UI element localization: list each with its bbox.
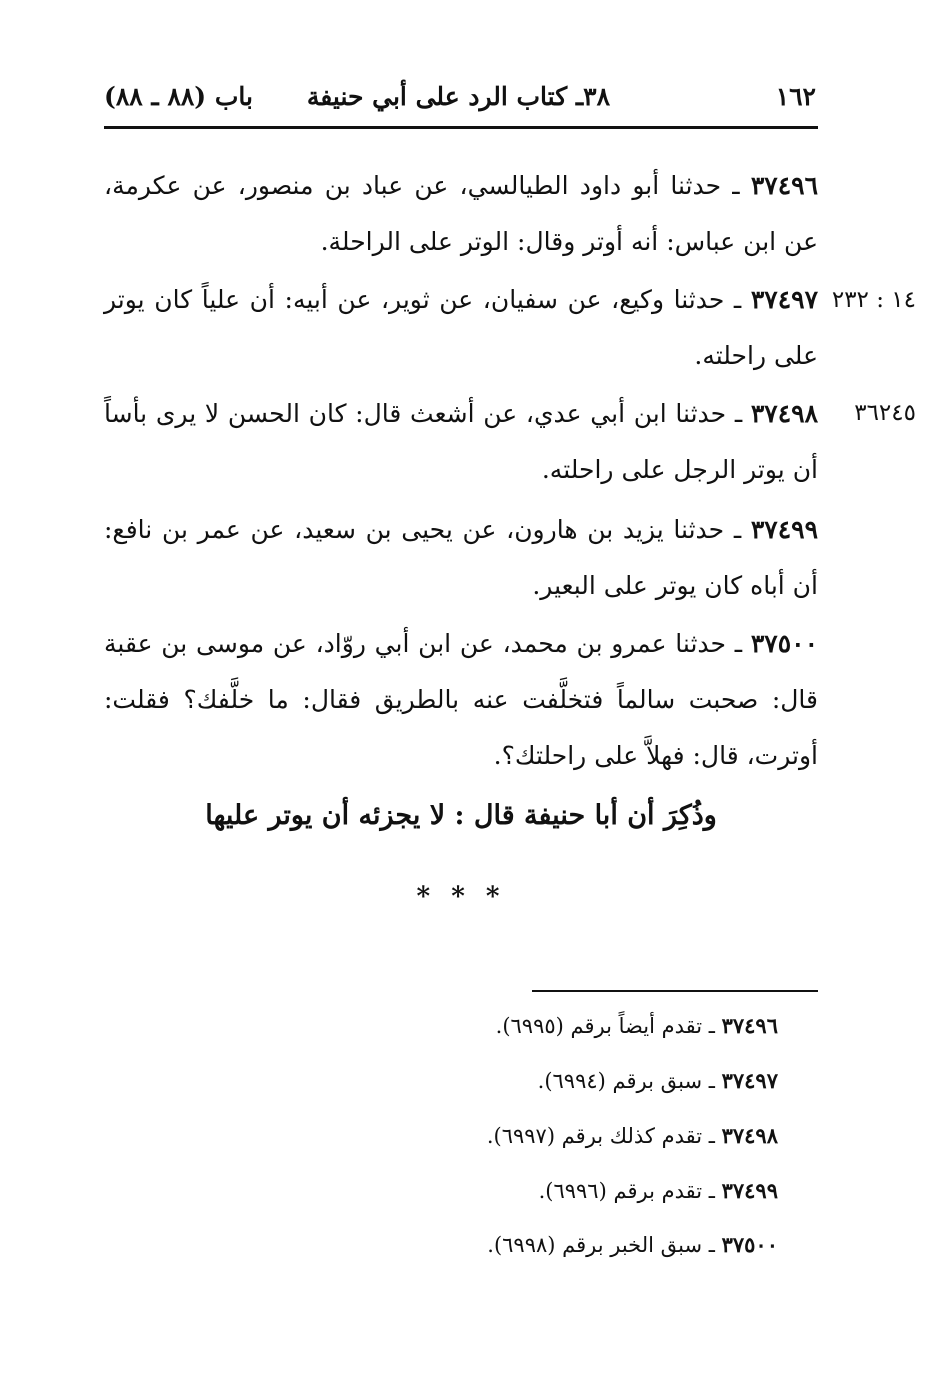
hadith-entry: [104, 158, 818, 270]
page-number: ١٦٢: [775, 82, 816, 111]
section-separator: * * *: [416, 882, 506, 912]
footnote-text: ـ سبق الخبر برقم (٦٩٩٨).: [487, 1233, 722, 1257]
footnote: [300, 1232, 778, 1257]
hadith-number: ٣٧٤٩٨: [750, 399, 818, 428]
footnote-text: ـ تقدم برقم (٦٩٩٦).: [538, 1179, 722, 1203]
hadith-number: ٣٧٤٩٩: [750, 515, 818, 544]
hadith-number: ٣٧٤٩٧: [750, 285, 818, 314]
footnote-number: ٣٧٤٩٦: [721, 1013, 778, 1038]
footnote-number: ٣٧٤٩٨: [721, 1123, 778, 1148]
hadith-entry: [104, 616, 818, 784]
footnote: [300, 1123, 778, 1148]
hadith-text: ـ حدثنا يزيد بن هارون، عن يحيى بن سعيد، عن عمر بن نافع: أن أباه كان يوتر على البعير.: [104, 515, 818, 600]
footnote-text: ـ سبق برقم (٦٩٩٤).: [537, 1069, 722, 1093]
hadith-entry: [104, 502, 818, 614]
header-rule: [104, 126, 818, 129]
footnote-text: ـ تقدم أيضاً برقم (٦٩٩٥).: [495, 1014, 722, 1038]
margin-reference: ١٤ : ٢٣٢: [831, 287, 916, 313]
footnote-text: ـ تقدم كذلك برقم (٦٩٩٧).: [486, 1124, 722, 1148]
hadith-number: ٣٧٤٩٦: [750, 171, 818, 200]
footnote-rule: [532, 990, 818, 992]
footnote: [300, 1013, 778, 1038]
hadith-number: ٣٧٥٠٠: [750, 629, 818, 658]
footnote: [300, 1178, 778, 1203]
margin-reference: ٣٦٢٤٥: [854, 400, 916, 426]
hadith-entry: [104, 386, 818, 498]
hadith-text: ـ حدثنا عمرو بن محمد، عن ابن أبي روّاد، عن موسى بن عقبة قال: صحبت سالماً فتخلَّفت عنه بالطريق فقال: ما خلَّفك؟ فقلت: أوترت، قال: فهلاَّ على راحلتك؟.: [104, 629, 818, 770]
hadith-entry: [104, 272, 818, 384]
hadith-text: ـ حدثنا أبو داود الطيالسي، عن عباد بن منصور، عن عكرمة، عن ابن عباس: أنه أوتر وقال: الوتر على الراحلة.: [104, 171, 818, 256]
closing-statement: وذُكِرَ أن أبا حنيفة قال : لا يجزئه أن يوتر عليها: [205, 800, 717, 831]
footnote: [300, 1068, 778, 1093]
book-title: ٣٨ـ كتاب الرد على أبي حنيفة: [306, 82, 610, 111]
footnote-number: ٣٧٤٩٧: [721, 1068, 778, 1093]
page-header: [104, 82, 818, 120]
hadith-text: ـ حدثنا وكيع، عن سفيان، عن ثوير، عن أبيه: أن علياً كان يوتر على راحلته.: [104, 285, 818, 370]
hadith-text: ـ حدثنا ابن أبي عدي، عن أشعث قال: كان الحسن لا يرى بأساً أن يوتر الرجل على راحلته.: [104, 399, 818, 484]
chapter-label: باب (٨٨ ـ ٨٨): [104, 82, 253, 111]
footnote-number: ٣٧٥٠٠: [721, 1232, 778, 1257]
footnote-number: ٣٧٤٩٩: [721, 1178, 778, 1203]
